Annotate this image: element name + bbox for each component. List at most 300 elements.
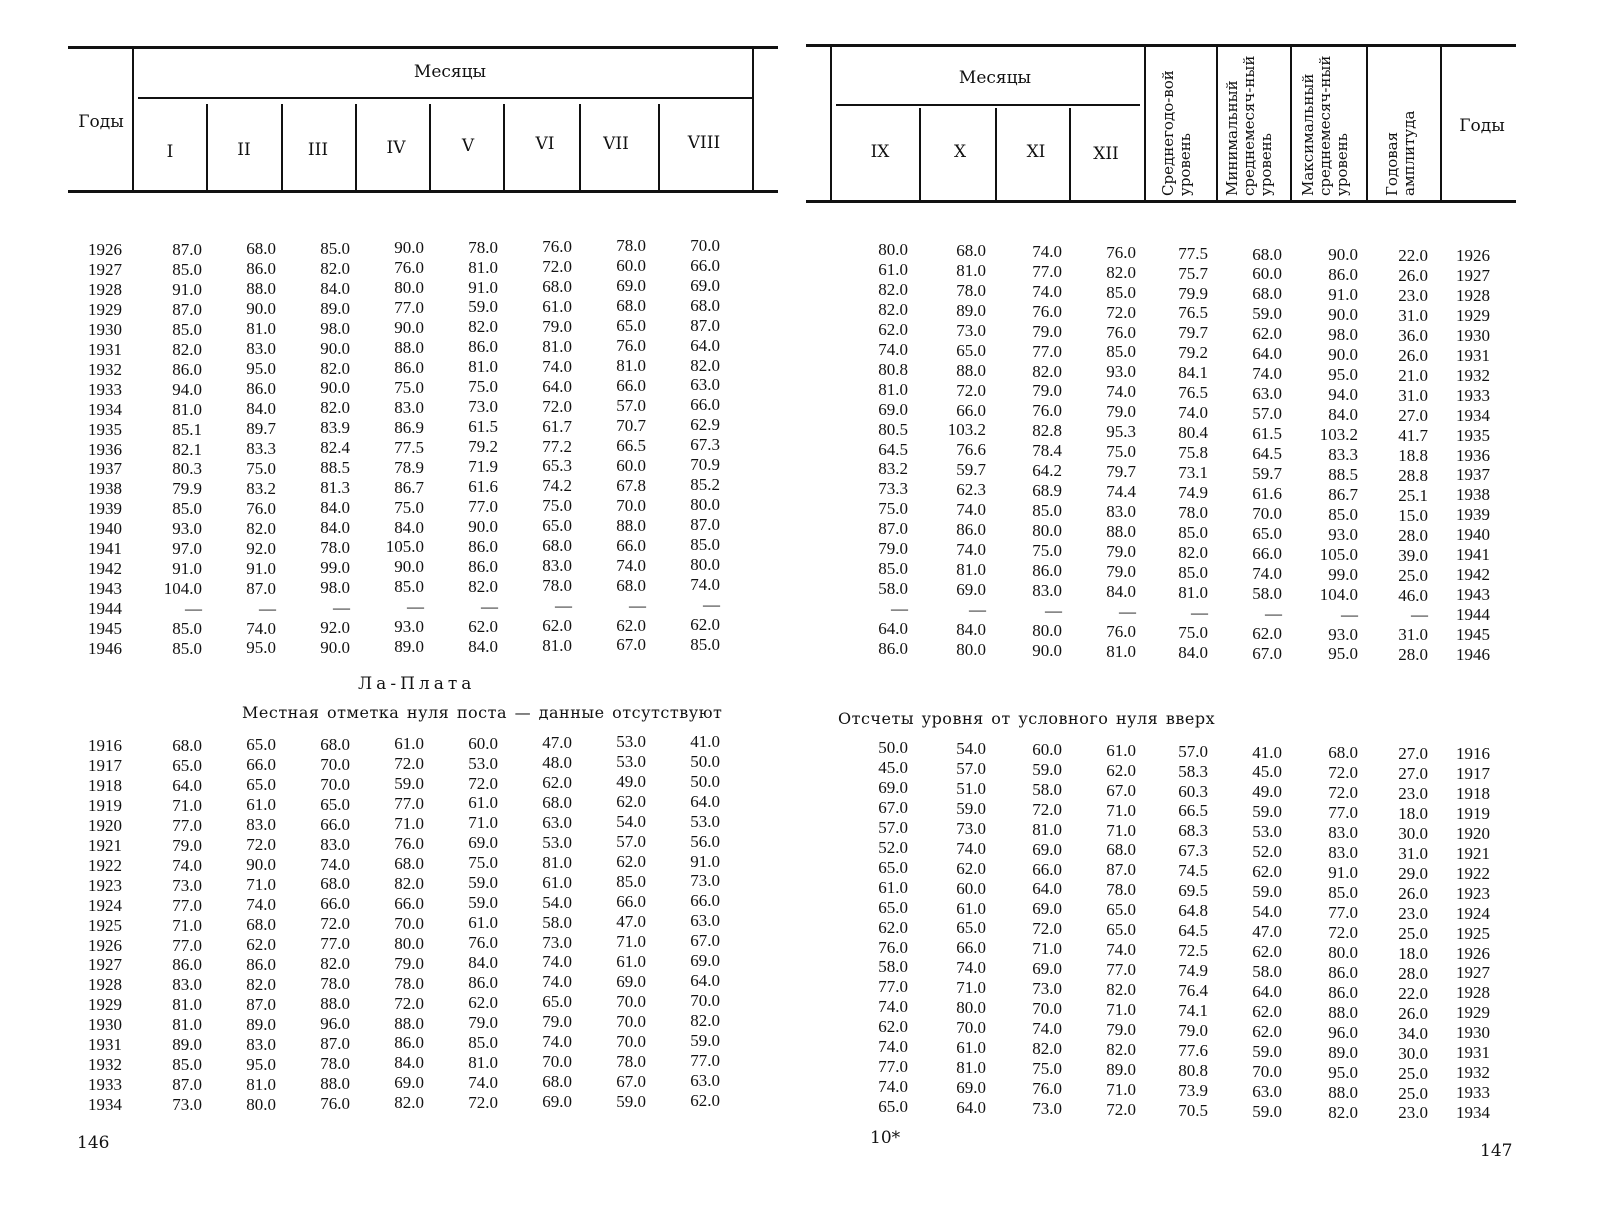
table-cell: 66.0: [956, 938, 986, 958]
month-col-header: II: [237, 140, 251, 160]
station-note: Отсчеты уровня от условного нуля вверх: [838, 709, 1216, 728]
table-cell: 72.0: [956, 380, 986, 400]
table-cell: 70.0: [690, 991, 720, 1011]
table-cell: 76.0: [542, 237, 572, 256]
data-column: [856, 738, 908, 1117]
table-cell: 83.0: [246, 1034, 276, 1054]
table-cell: 71.0: [956, 978, 986, 998]
table-cell: 70.0: [616, 495, 646, 515]
table-cell: 74.0: [956, 958, 986, 978]
table-cell: 76.0: [320, 1093, 350, 1113]
table-cell: —: [1265, 603, 1282, 623]
table-cell: 1934: [1456, 1103, 1490, 1123]
months-header: Месяцы: [958, 68, 1032, 88]
table-cell: 68.0: [956, 240, 986, 260]
table-cell: 91.0: [1328, 285, 1358, 305]
table-cell: 89.0: [1106, 1059, 1136, 1079]
table-cell: 60.0: [1032, 739, 1062, 759]
table-cell: 83.0: [394, 397, 424, 417]
table-cell: 95.0: [1328, 1062, 1358, 1082]
table-cell: 65.0: [1252, 523, 1282, 543]
table-cell: 74.4: [1106, 482, 1136, 502]
table-cell: 1916: [1456, 744, 1490, 763]
table-cell: 50.0: [878, 738, 908, 757]
table-cell: 70.0: [320, 774, 350, 794]
table-cell: 69.0: [616, 276, 646, 296]
table-cell: 72.0: [1106, 302, 1136, 322]
table-cell: 80.4: [1178, 423, 1208, 443]
table-cell: 68.0: [394, 853, 424, 873]
table-cell: 73.0: [172, 875, 202, 895]
table-cell: —: [1191, 602, 1208, 622]
table-cell: 86.7: [1328, 484, 1358, 504]
table-cell: 76.0: [878, 937, 908, 957]
table-cell: 95.0: [1328, 365, 1358, 385]
table-cell: 70.5: [1178, 1100, 1208, 1120]
table-cell: 73.3: [878, 479, 908, 499]
table-cell: 78.0: [1106, 880, 1136, 900]
table-cell: 1923: [1456, 883, 1490, 903]
table-cell: 80.3: [172, 459, 202, 479]
table-cell: 95.3: [1106, 422, 1136, 442]
table-cell: 87.0: [320, 1034, 350, 1054]
table-cell: 86.0: [246, 954, 276, 974]
table-cell: 64.0: [690, 971, 720, 991]
table-cell: 82.0: [878, 299, 908, 319]
table-cell: 78.9: [394, 457, 424, 477]
table-cell: 81.0: [246, 319, 276, 339]
table-cell: 74.0: [690, 575, 720, 594]
data-column: [856, 240, 908, 659]
table-cell: 1945: [88, 619, 122, 639]
table-cell: 84.0: [1178, 642, 1208, 662]
table-cell: 91.0: [1328, 863, 1358, 883]
table-cell: 66.5: [616, 435, 646, 455]
table-cell: 62.0: [878, 1017, 908, 1037]
table-cell: 93.0: [1328, 524, 1358, 544]
table-cell: 81.0: [1106, 641, 1136, 661]
table-cell: 68.0: [542, 276, 572, 296]
table-cell: 61.5: [1252, 424, 1282, 444]
table-cell: 1944: [1456, 605, 1490, 625]
table-cell: 81.0: [1032, 819, 1062, 839]
table-cell: 70.0: [1252, 503, 1282, 523]
table-cell: 1932: [88, 359, 122, 379]
table-cell: 62.0: [1252, 1021, 1282, 1041]
table-cell: 83.0: [1106, 502, 1136, 522]
table-cell: 49.0: [1252, 782, 1282, 802]
table-cell: 72.0: [1328, 922, 1358, 942]
table-cell: 64.5: [1252, 444, 1282, 464]
table-cell: 1936: [1456, 445, 1490, 465]
table-cell: 87.0: [1106, 860, 1136, 880]
table-cell: 72.0: [394, 754, 424, 774]
table-cell: 79.9: [1178, 283, 1208, 303]
table-cell: 80.0: [1032, 620, 1062, 640]
data-column: [224, 735, 276, 1114]
table-cell: 86.0: [1032, 561, 1062, 581]
stat-col-header: Годовая амплитуда: [1383, 110, 1418, 196]
signature-mark: 10*: [870, 1128, 901, 1148]
table-cell: 66.5: [1178, 801, 1208, 821]
table-cell: 46.0: [1398, 585, 1428, 605]
table-cell: 82.8: [1032, 421, 1062, 441]
table-cell: 59.0: [616, 1091, 646, 1111]
table-cell: 82.0: [878, 279, 908, 299]
table-cell: 85.0: [1032, 501, 1062, 521]
table-cell: 47.0: [542, 733, 572, 752]
table-cell: 90.0: [394, 238, 424, 258]
table-cell: 92.0: [320, 617, 350, 637]
table-cell: 57.0: [878, 817, 908, 837]
table-cell: 87.0: [246, 578, 276, 598]
table-cell: 91.0: [246, 558, 276, 578]
table-cell: 85.0: [172, 639, 202, 659]
table-cell: 68.0: [246, 914, 276, 934]
header-divider: [919, 108, 921, 200]
table-cell: 50.0: [690, 751, 720, 771]
table-cell: 1934: [88, 399, 122, 419]
table-cell: 1943: [88, 579, 122, 599]
table-cell: 34.0: [1398, 1023, 1428, 1043]
table-cell: 64.8: [1178, 901, 1208, 921]
table-cell: 90.0: [1328, 245, 1358, 265]
table-cell: 84.0: [246, 399, 276, 419]
data-column: [1010, 242, 1062, 661]
table-cell: 77.0: [172, 815, 202, 835]
table-cell: 82.0: [1106, 1039, 1136, 1059]
table-cell: 1928: [88, 279, 122, 299]
table-cell: 1922: [88, 855, 122, 875]
table-cell: 68.0: [246, 239, 276, 259]
table-cell: 1916: [88, 736, 122, 755]
table-cell: 75.0: [1178, 622, 1208, 642]
table-cell: 68.9: [1032, 481, 1062, 501]
table-cell: 90.0: [468, 516, 498, 536]
header-divider: [752, 48, 754, 191]
table-cell: 26.0: [1398, 883, 1428, 903]
table-cell: 74.0: [956, 838, 986, 858]
table-cell: 90.0: [246, 299, 276, 319]
table-cell: 1921: [88, 835, 122, 855]
table-cell: 80.0: [956, 998, 986, 1018]
table-cell: 74.0: [1252, 364, 1282, 384]
table-cell: 77.0: [172, 895, 202, 915]
table-cell: 67.3: [690, 435, 720, 455]
table-cell: 51.0: [956, 778, 986, 798]
table-cell: 88.0: [320, 994, 350, 1014]
table-cell: 64.0: [1252, 981, 1282, 1001]
data-column: [1230, 743, 1282, 1122]
table-cell: 62.9: [690, 415, 720, 435]
table-cell: 81.0: [468, 1052, 498, 1072]
table-cell: 29.0: [1398, 864, 1428, 884]
table-cell: 1917: [1456, 763, 1490, 783]
table-cell: 79.9: [172, 479, 202, 499]
data-column: [372, 238, 424, 657]
table-cell: 74.0: [542, 1032, 572, 1052]
table-cell: 82.0: [690, 355, 720, 375]
table-cell: 74.5: [1178, 861, 1208, 881]
month-col-header: III: [307, 140, 329, 160]
table-cell: 73.0: [956, 320, 986, 340]
table-cell: 77.5: [394, 437, 424, 457]
table-cell: 90.0: [1328, 345, 1358, 365]
table-cell: 76.0: [394, 833, 424, 853]
table-cell: 84.0: [1328, 405, 1358, 425]
table-cell: 61.0: [616, 951, 646, 971]
table-cell: 88.0: [616, 515, 646, 535]
table-cell: 81.0: [878, 379, 908, 399]
table-cell: 85.1: [172, 419, 202, 439]
table-cell: 79.0: [878, 539, 908, 559]
table-cell: 65.0: [246, 735, 276, 755]
table-cell: 26.0: [1398, 266, 1428, 286]
table-cell: 94.0: [172, 379, 202, 399]
table-cell: 70.0: [394, 913, 424, 933]
table-cell: 65.0: [172, 755, 202, 775]
table-cell: 73.0: [172, 1095, 202, 1115]
table-cell: 79.0: [394, 953, 424, 973]
table-cell: 1944: [88, 599, 122, 619]
table-cell: 66.0: [1252, 543, 1282, 563]
table-cell: 86.0: [1328, 265, 1358, 285]
table-cell: 1946: [88, 639, 122, 659]
table-cell: 83.2: [878, 459, 908, 479]
table-cell: 67.0: [1252, 643, 1282, 663]
table-cell: 69.0: [542, 1092, 572, 1112]
table-cell: 82.0: [394, 1093, 424, 1113]
table-cell: 85.0: [690, 535, 720, 555]
table-cell: 62.0: [616, 615, 646, 635]
table-cell: 64.0: [1032, 879, 1062, 899]
table-cell: 1930: [88, 1015, 122, 1035]
table-cell: 66.0: [1032, 859, 1062, 879]
table-cell: 89.0: [1328, 1042, 1358, 1062]
table-cell: 81.0: [542, 852, 572, 872]
table-cell: 82.0: [1032, 1039, 1062, 1059]
table-cell: 53.0: [1252, 822, 1282, 842]
table-cell: 83.0: [246, 339, 276, 359]
table-cell: 23.0: [1398, 784, 1428, 804]
table-cell: 82.0: [1106, 262, 1136, 282]
table-cell: 57.0: [616, 832, 646, 852]
table-cell: 77.0: [1106, 960, 1136, 980]
table-cell: 66.0: [690, 255, 720, 275]
table-cell: 36.0: [1398, 326, 1428, 346]
table-cell: 18.0: [1398, 943, 1428, 963]
table-cell: 81.0: [172, 995, 202, 1015]
table-cell: 1931: [88, 339, 122, 359]
table-cell: 89.0: [246, 1014, 276, 1034]
table-cell: 80.0: [246, 1094, 276, 1114]
data-column: [1306, 743, 1358, 1122]
table-cell: 84.0: [1106, 581, 1136, 601]
table-cell: 83.2: [246, 478, 276, 498]
table-cell: 57.0: [616, 396, 646, 416]
table-cell: 31.0: [1398, 306, 1428, 326]
table-cell: 68.0: [616, 575, 646, 595]
table-cell: 78.0: [320, 538, 350, 558]
table-cell: 64.0: [172, 775, 202, 795]
month-col-header: VII: [603, 134, 629, 154]
table-cell: 72.0: [394, 993, 424, 1013]
table-cell: 84.0: [320, 518, 350, 538]
table-cell: 1939: [1456, 505, 1490, 525]
data-column: [1230, 245, 1282, 664]
table-cell: 96.0: [320, 1014, 350, 1034]
table-cell: 70.0: [616, 1011, 646, 1031]
table-cell: 86.0: [878, 639, 908, 659]
table-cell: 65.0: [542, 516, 572, 536]
header-divider: [355, 104, 357, 191]
table-cell: 18.8: [1398, 445, 1428, 465]
table-cell: 82.0: [246, 974, 276, 994]
table-cell: —: [629, 595, 646, 615]
table-cell: 68.0: [1252, 244, 1282, 264]
table-cell: 82.0: [172, 339, 202, 359]
table-cell: 53.0: [616, 752, 646, 772]
table-cell: 69.0: [468, 833, 498, 853]
data-column: [934, 241, 986, 660]
table-cell: 78.0: [616, 1051, 646, 1071]
table-cell: 74.0: [468, 1072, 498, 1092]
table-cell: 72.0: [542, 396, 572, 416]
table-cell: 97.0: [172, 539, 202, 559]
table-cell: 90.0: [320, 378, 350, 398]
table-cell: 39.0: [1398, 545, 1428, 565]
table-cell: 77.0: [878, 977, 908, 997]
table-cell: 1925: [1456, 923, 1490, 943]
header-divider: [658, 104, 660, 191]
table-cell: 23.0: [1398, 286, 1428, 306]
table-cell: 92.0: [246, 538, 276, 558]
table-cell: 70.0: [1252, 1061, 1282, 1081]
table-cell: 79.0: [1106, 1020, 1136, 1040]
table-cell: 85.0: [1328, 883, 1358, 903]
table-cell: 60.3: [1178, 781, 1208, 801]
table-cell: 74.0: [1106, 382, 1136, 402]
table-cell: 78.0: [542, 576, 572, 596]
table-cell: 85.0: [1106, 342, 1136, 362]
table-cell: 1941: [1456, 545, 1490, 565]
table-cell: 87.0: [690, 515, 720, 535]
table-cell: 90.0: [394, 557, 424, 577]
table-cell: 1937: [88, 459, 122, 479]
table-cell: 84.0: [956, 620, 986, 639]
table-cell: 59.7: [956, 460, 986, 480]
table-cell: —: [1341, 604, 1358, 624]
table-cell: 81.0: [616, 356, 646, 376]
table-cell: 88.0: [394, 1013, 424, 1033]
table-cell: 1927: [1456, 963, 1490, 983]
table-cell: 91.0: [468, 277, 498, 297]
table-cell: 68.0: [172, 736, 202, 755]
table-cell: 59.0: [1252, 1041, 1282, 1061]
table-cell: 79.0: [1106, 402, 1136, 422]
station-note: Местная отметка нуля поста — данные отсутствуют: [242, 703, 723, 722]
table-cell: 28.0: [1398, 963, 1428, 983]
table-cell: 82.0: [320, 398, 350, 418]
table-cell: 63.0: [690, 1071, 720, 1090]
table-cell: —: [185, 599, 202, 619]
table-cell: 62.0: [1252, 1001, 1282, 1021]
table-cell: 62.0: [1252, 324, 1282, 344]
table-cell: 54.0: [616, 812, 646, 832]
table-cell: 87.0: [246, 994, 276, 1014]
table-cell: 74.9: [1178, 961, 1208, 981]
table-cell: 71.0: [172, 795, 202, 815]
table-cell: 31.0: [1398, 844, 1428, 864]
table-cell: 73.0: [542, 932, 572, 952]
table-cell: 66.0: [616, 376, 646, 396]
table-cell: —: [969, 600, 986, 620]
table-cell: 71.0: [616, 931, 646, 951]
years-header: Годы: [1459, 116, 1505, 136]
years-column: [1456, 246, 1506, 665]
table-cell: 1931: [1456, 345, 1490, 365]
table-cell: 83.0: [1328, 823, 1358, 843]
table-cell: 59.0: [690, 1031, 720, 1051]
table-cell: 88.5: [1328, 464, 1358, 484]
table-cell: 48.0: [542, 752, 572, 772]
table-cell: 60.0: [468, 733, 498, 753]
table-cell: 1934: [1456, 405, 1490, 425]
table-cell: 61.0: [394, 734, 424, 754]
table-cell: 1929: [88, 995, 122, 1015]
table-cell: 103.2: [1319, 424, 1358, 444]
table-cell: 74.0: [878, 997, 908, 1017]
table-cell: 104.0: [1319, 584, 1358, 604]
table-cell: 70.0: [542, 1052, 572, 1072]
table-cell: 89.0: [956, 300, 986, 320]
table-cell: 66.0: [690, 891, 720, 911]
table-cell: 87.0: [690, 315, 720, 335]
table-cell: 83.3: [246, 438, 276, 458]
table-cell: 99.0: [320, 558, 350, 578]
table-cell: 78.0: [394, 973, 424, 993]
table-cell: 103.2: [947, 420, 986, 440]
table-cell: 1938: [88, 479, 122, 499]
header-divider: [1290, 46, 1292, 200]
table-cell: 58.0: [878, 957, 908, 977]
table-cell: 65.0: [1106, 900, 1136, 920]
table-cell: 82.0: [1106, 980, 1136, 1000]
table-cell: 67.0: [690, 931, 720, 951]
table-cell: 1937: [1456, 465, 1490, 485]
table-cell: 67.0: [616, 635, 646, 655]
table-cell: 62.0: [468, 616, 498, 636]
years-column: [88, 736, 138, 1115]
table-cell: 85.0: [1178, 522, 1208, 542]
table-cell: 82.0: [320, 954, 350, 974]
table-cell: 104.0: [163, 579, 202, 599]
table-cell: 65.0: [956, 918, 986, 938]
table-cell: 59.0: [468, 873, 498, 893]
table-cell: 88.0: [1328, 1002, 1358, 1022]
table-cell: 76.0: [394, 258, 424, 278]
table-cell: 88.5: [320, 458, 350, 478]
table-cell: 95.0: [1328, 644, 1358, 664]
table-cell: 70.0: [1032, 999, 1062, 1019]
table-cell: 1931: [1456, 1043, 1490, 1063]
table-cell: 77.0: [878, 1057, 908, 1077]
table-cell: 77.0: [1032, 261, 1062, 281]
table-cell: 70.0: [616, 1031, 646, 1051]
month-col-header: IV: [386, 138, 406, 158]
table-cell: 75.0: [468, 853, 498, 873]
table-cell: 90.0: [394, 318, 424, 337]
